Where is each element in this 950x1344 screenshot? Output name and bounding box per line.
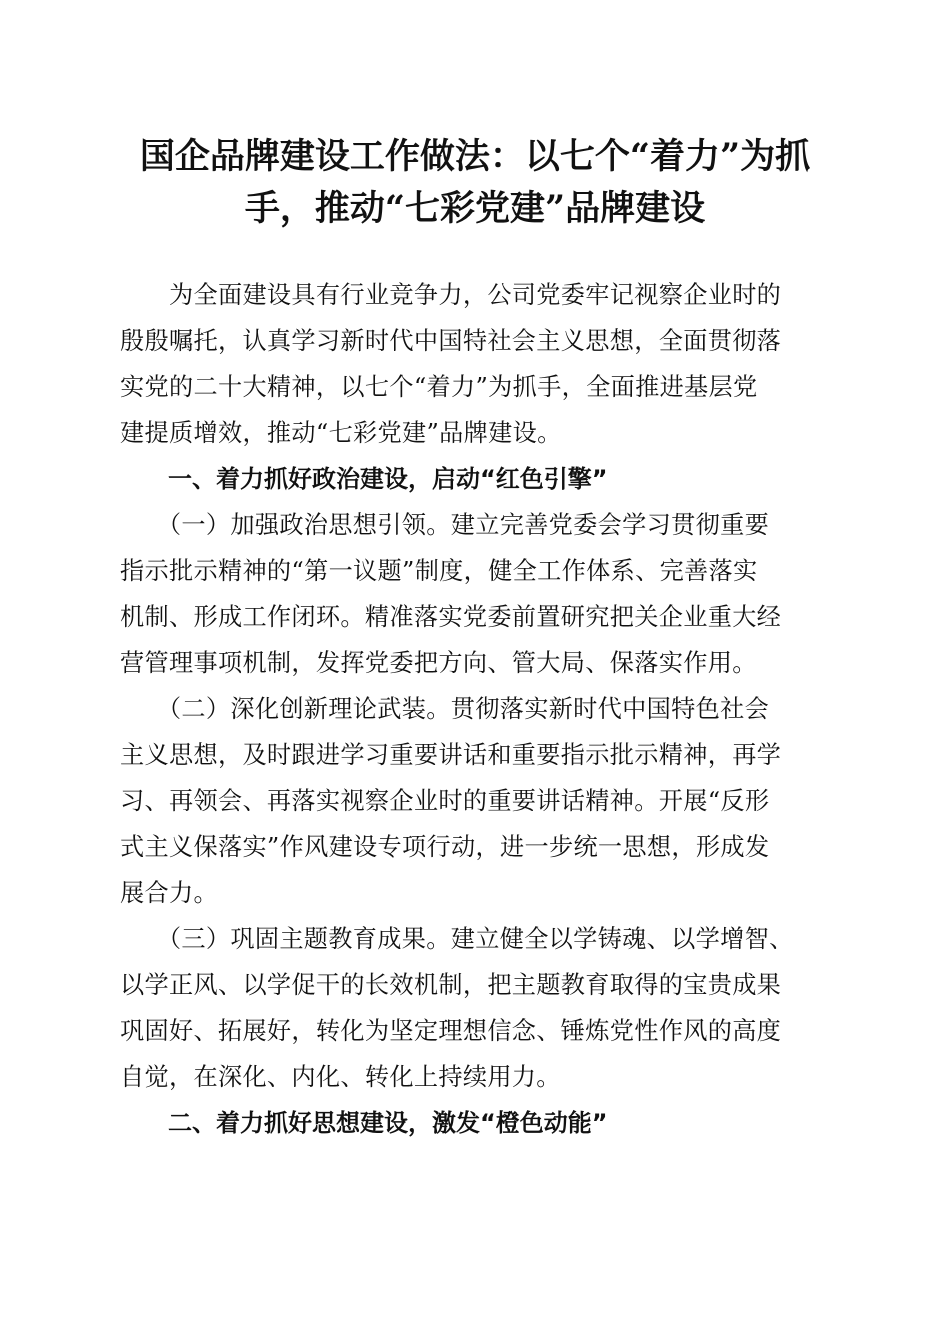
intro-line: 殷殷嘱托，认真学习新时代中国特社会主义思想，全面贯彻落 [120, 327, 782, 355]
subsection-2-paragraph [120, 686, 830, 916]
subsection-2-line: 式主义保落实”作风建设专项行动，进一步统一思想，形成发 [120, 833, 770, 861]
document-title-line-1: 国企品牌建设工作做法：以七个“着力”为抓 [139, 136, 811, 177]
intro-line: 实党的二十大精神，以七个“着力”为抓手，全面推进基层党 [120, 373, 758, 401]
subsection-3-line: （三）巩固主题教育成果。建立健全以学铸魂、以学增智、 [120, 925, 794, 953]
subsection-3-line: 自觉，在深化、内化、转化上持续用力。 [120, 1063, 561, 1091]
subsection-3-line: 巩固好、拓展好，转化为坚定理想信念、锤炼党性作风的高度 [120, 1017, 782, 1045]
document-title-line-2: 手，推动“七彩党建”品牌建设 [244, 188, 706, 229]
subsection-1-line: 机制、形成工作闭环。精准落实党委前置研究把关企业重大经 [120, 603, 782, 631]
subsection-2-line: 展合力。 [120, 879, 218, 907]
intro-paragraph [120, 272, 830, 456]
subsection-3-line: 以学正风、以学促干的长效机制，把主题教育取得的宝贵成果 [120, 971, 782, 999]
subsection-2-line: 主义思想，及时跟进学习重要讲话和重要指示批示精神，再学 [120, 741, 782, 769]
subsection-2-line: （二）深化创新理论武装。贯彻落实新时代中国特色社会 [120, 695, 770, 723]
subsection-1-line: 营管理事项机制，发挥党委把方向、管大局、保落实作用。 [120, 649, 757, 677]
subsection-3-paragraph [120, 916, 830, 1100]
intro-line: 建提质增效，推动“七彩党建”品牌建设。 [120, 419, 562, 447]
subsection-2-line: 习、再领会、再落实视察企业时的重要讲话精神。开展“反形 [120, 787, 770, 815]
intro-line: 为全面建设具有行业竞争力，公司党委牢记视察企业时的 [120, 281, 782, 309]
subsection-1-line: （一）加强政治思想引领。建立完善党委会学习贯彻重要 [120, 511, 770, 539]
subsection-1-paragraph [120, 502, 830, 686]
section-1-heading: 一、着力抓好政治建设，启动“红色引擎” [168, 465, 608, 493]
subsection-1-line: 指示批示精神的“第一议题”制度，健全工作体系、完善落实 [120, 557, 758, 585]
section-2-heading: 二、着力抓好思想建设，激发“橙色动能” [168, 1109, 608, 1137]
